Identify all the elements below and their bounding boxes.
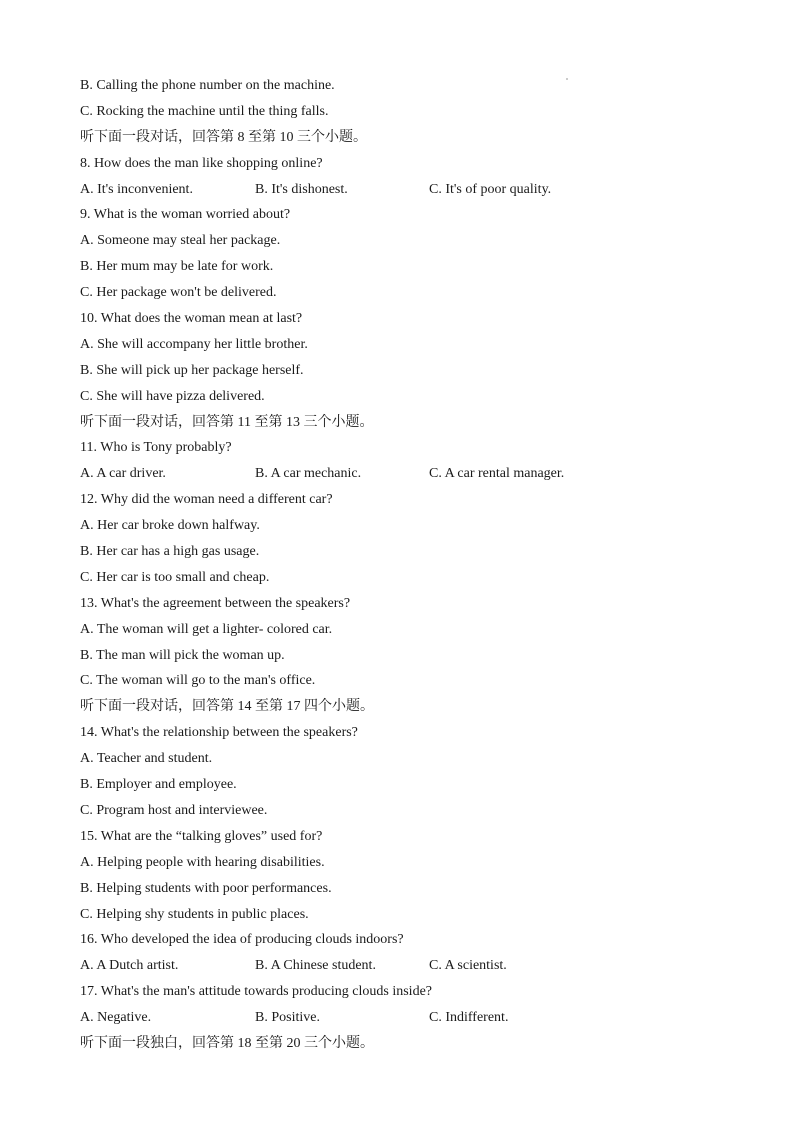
answer-option: B. Her car has a high gas usage. — [80, 544, 260, 560]
answer-option: A. Helping people with hearing disabilities. — [80, 854, 325, 870]
question-text: 14. What's the relationship between the speakers? — [80, 725, 358, 741]
section-instruction: 听下面一段对话，回答第 14 至第 17 四个小题。 — [80, 699, 374, 715]
option-row — [80, 953, 720, 979]
option-row — [80, 1005, 720, 1031]
answer-option: B. The man will pick the woman up. — [80, 647, 285, 663]
question-text: 8. How does the man like shopping online? — [80, 155, 323, 171]
option-row — [80, 177, 720, 203]
answer-option: C. Indifferent. — [429, 1010, 509, 1026]
answer-option: B. Her mum may be late for work. — [80, 259, 274, 275]
answer-option: A. A Dutch artist. — [80, 958, 179, 974]
section-instruction: 听下面一段对话，回答第 8 至第 10 三个小题。 — [80, 129, 367, 145]
section-instruction: 听下面一段对话，回答第 11 至第 13 三个小题。 — [80, 414, 374, 430]
answer-option: A. The woman will get a lighter- colored car. — [80, 621, 333, 637]
question-text: 17. What's the man's attitude towards producing clouds inside? — [80, 984, 432, 1000]
section-instruction: 听下面一段独白，回答第 18 至第 20 三个小题。 — [80, 1035, 374, 1051]
answer-option: C. It's of poor quality. — [429, 181, 552, 197]
answer-option: C. Rocking the machine until the thing falls. — [80, 103, 329, 119]
answer-option: C. Helping shy students in public places. — [80, 906, 309, 922]
answer-option: A. Negative. — [80, 1010, 152, 1026]
answer-option: B. A Chinese student. — [255, 958, 376, 974]
question-text: 12. Why did the woman need a different car? — [80, 492, 333, 508]
option-row — [80, 461, 720, 487]
question-text: 9. What is the woman worried about? — [80, 207, 291, 223]
answer-option: A. It's inconvenient. — [80, 181, 193, 197]
question-text: 13. What's the agreement between the speakers? — [80, 595, 351, 611]
question-list — [80, 73, 720, 1057]
answer-option: C. Program host and interviewee. — [80, 802, 268, 818]
answer-option: A. Teacher and student. — [80, 751, 213, 767]
answer-option: B. It's dishonest. — [255, 181, 348, 197]
question-text: 15. What are the “talking gloves” used for? — [80, 828, 323, 844]
answer-option: C. The woman will go to the man's office. — [80, 673, 316, 689]
answer-option: B. Employer and employee. — [80, 777, 237, 793]
answer-option: B. She will pick up her package herself. — [80, 362, 304, 378]
question-text: 11. Who is Tony probably? — [80, 440, 232, 456]
answer-option: B. Helping students with poor performances. — [80, 880, 332, 896]
answer-option: A. Her car broke down halfway. — [80, 518, 260, 534]
answer-option: B. Positive. — [255, 1010, 320, 1026]
question-text: 10. What does the woman mean at last? — [80, 311, 303, 327]
question-text: 16. Who developed the idea of producing clouds indoors? — [80, 932, 404, 948]
answer-option: B. Calling the phone number on the machine. — [80, 78, 335, 93]
answer-option: C. She will have pizza delivered. — [80, 388, 265, 404]
answer-option: A. Someone may steal her package. — [80, 233, 281, 249]
answer-option: C. Her package won't be delivered. — [80, 285, 277, 301]
answer-option: A. She will accompany her little brother. — [80, 336, 308, 352]
answer-option: A. A car driver. — [80, 466, 166, 482]
answer-option: B. A car mechanic. — [255, 466, 362, 482]
answer-option: C. A scientist. — [429, 958, 507, 974]
answer-option: C. Her car is too small and cheap. — [80, 569, 270, 585]
answer-option: C. A car rental manager. — [429, 466, 565, 482]
